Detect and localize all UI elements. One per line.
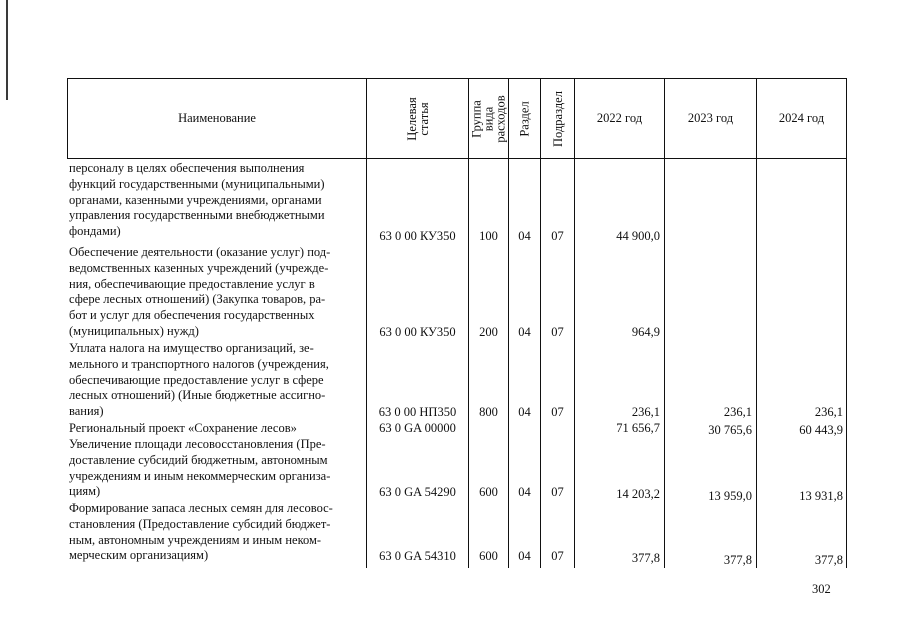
row-2022: 236,1 [631, 405, 660, 419]
row-subsection: 07 [551, 405, 564, 419]
page-number: 302 [812, 582, 831, 596]
row-section: 04 [518, 549, 531, 563]
header-bottom-border [67, 158, 847, 159]
row-2024: 13 931,8 [799, 489, 843, 503]
row-2023: 13 959,0 [708, 489, 752, 503]
scan-edge [6, 0, 8, 100]
row-name: Региональный проект «Сохранение лесов» [69, 421, 297, 435]
row-subsection: 07 [551, 549, 564, 563]
row-code: 63 0 GA 54290 [379, 485, 456, 499]
row-group: 200 [479, 325, 498, 339]
header-2024: 2024 год [778, 111, 825, 125]
row-subsection: 07 [551, 485, 564, 499]
header-section: Раздел [517, 100, 532, 137]
row-code: 63 0 GA 54310 [379, 549, 456, 563]
row-2022: 44 900,0 [616, 229, 660, 243]
header-expense-group: Группа вида расходов [469, 94, 508, 143]
header-2022: 2022 год [596, 111, 643, 125]
row-section: 04 [518, 485, 531, 499]
header-target-article: Целевая статья [404, 96, 431, 141]
row-section: 04 [518, 325, 531, 339]
row-2022: 964,9 [631, 325, 660, 339]
row-code: 63 0 00 НП350 [378, 405, 457, 419]
row-name: Увеличение площади лесовосстановления (Пре- доставление субсидий бюджетным, автономным учреждениям и иным некоммерческим организа- циям) [69, 437, 331, 499]
row-group: 600 [479, 549, 498, 563]
row-name: Обеспечение деятельности (оказание услуг) под- ведомственных казенных учреждений (учрежде- ния, обеспечивающие предоставление услуг в сфере лесных отношений) (Закупка товаров, ра- бот и услуг для обеспечения государственных (муниципальных) нужд) [69, 245, 331, 338]
row-group: 600 [479, 485, 498, 499]
row-section: 04 [518, 229, 531, 243]
header-2023: 2023 год [687, 111, 734, 125]
row-code: 63 0 00 КУ350 [379, 325, 456, 339]
table-right-border [846, 78, 847, 568]
row-2022: 377,8 [631, 551, 660, 565]
row-2024: 236,1 [814, 405, 843, 419]
row-2022: 71 656,7 [616, 421, 660, 435]
row-name: Формирование запаса лесных семян для лесовос- становления (Предоставление субсидий бюджет- ным, автономным учреждениям и иным неком- мерческим организациям) [69, 501, 333, 563]
row-2022: 14 203,2 [616, 487, 660, 501]
row-group: 100 [479, 229, 498, 243]
row-subsection: 07 [551, 229, 564, 243]
row-2023: 30 765,6 [708, 423, 752, 437]
row-name: Уплата налога на имущество организаций, зе- мельного и транспортного налогов (учреждения, обеспечивающие предоставление услуг в сфере лесных отношений) (Иные бюджетные ассигно- вания) [69, 341, 329, 419]
header-name: Наименование [178, 111, 256, 125]
row-code: 63 0 00 КУ350 [379, 229, 456, 243]
row-2024: 377,8 [814, 553, 843, 567]
row-2023: 377,8 [723, 553, 752, 567]
row-2024: 60 443,9 [799, 423, 843, 437]
row-group: 800 [479, 405, 498, 419]
header-subsection: Подраздел [550, 90, 565, 147]
row-name: персоналу в целях обеспечения выполнения функций государственными (муниципальными) органами, казенными учреждениями, органами управления государственными внебюджетными фондами) [69, 161, 325, 239]
row-subsection: 07 [551, 325, 564, 339]
row-code: 63 0 GA 00000 [379, 421, 456, 435]
row-2023: 236,1 [723, 405, 752, 419]
row-section: 04 [518, 405, 531, 419]
